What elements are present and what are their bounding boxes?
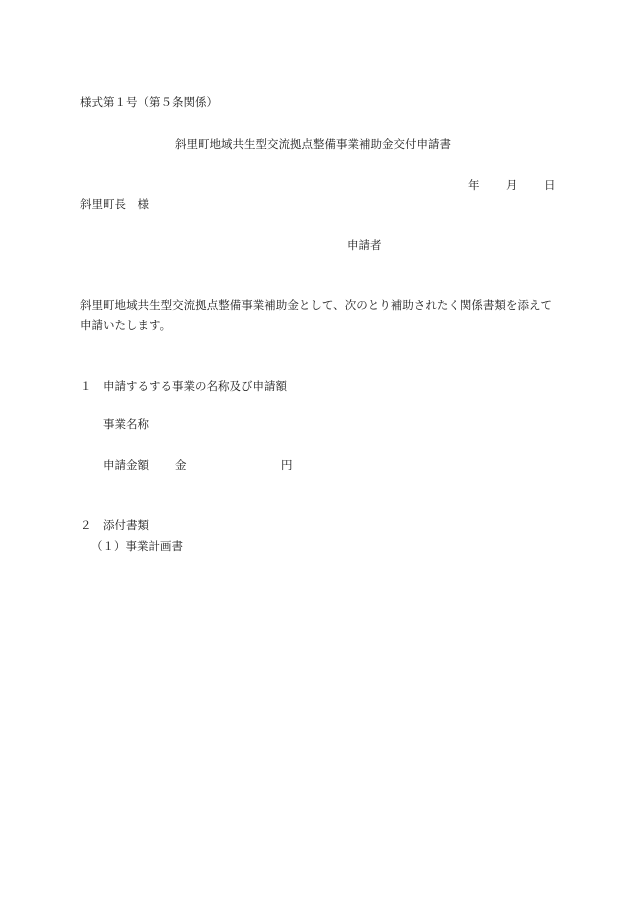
body-text: 斜里町地域共生型交流拠点整備事業補助金として、次のとり補助されたく関係書類を添えて申請いたします。 bbox=[80, 298, 552, 332]
amount-prefix: 金 bbox=[175, 458, 187, 472]
date-day-label: 日 bbox=[544, 178, 556, 192]
date-line bbox=[468, 177, 556, 193]
section1-heading: １ 申請するする事業の名称及び申請額 bbox=[80, 379, 287, 393]
attachment-item: （１）事業計画書 bbox=[91, 539, 183, 553]
addressee: 斜里町長 様 bbox=[80, 197, 149, 211]
amount-row bbox=[103, 457, 293, 473]
form-number: 様式第１号（第５条関係） bbox=[80, 95, 218, 109]
project-name-label: 事業名称 bbox=[103, 417, 149, 431]
amount-label: 申請金額 bbox=[103, 458, 149, 472]
amount-unit: 円 bbox=[281, 458, 293, 472]
applicant-label: 申請者 bbox=[347, 238, 382, 252]
date-year-label: 年 bbox=[468, 178, 480, 192]
date-month-label: 月 bbox=[506, 178, 518, 192]
section2-heading: ２ 添付書類 bbox=[80, 518, 149, 532]
document-title: 斜里町地域共生型交流拠点整備事業補助金交付申請書 bbox=[175, 137, 451, 151]
